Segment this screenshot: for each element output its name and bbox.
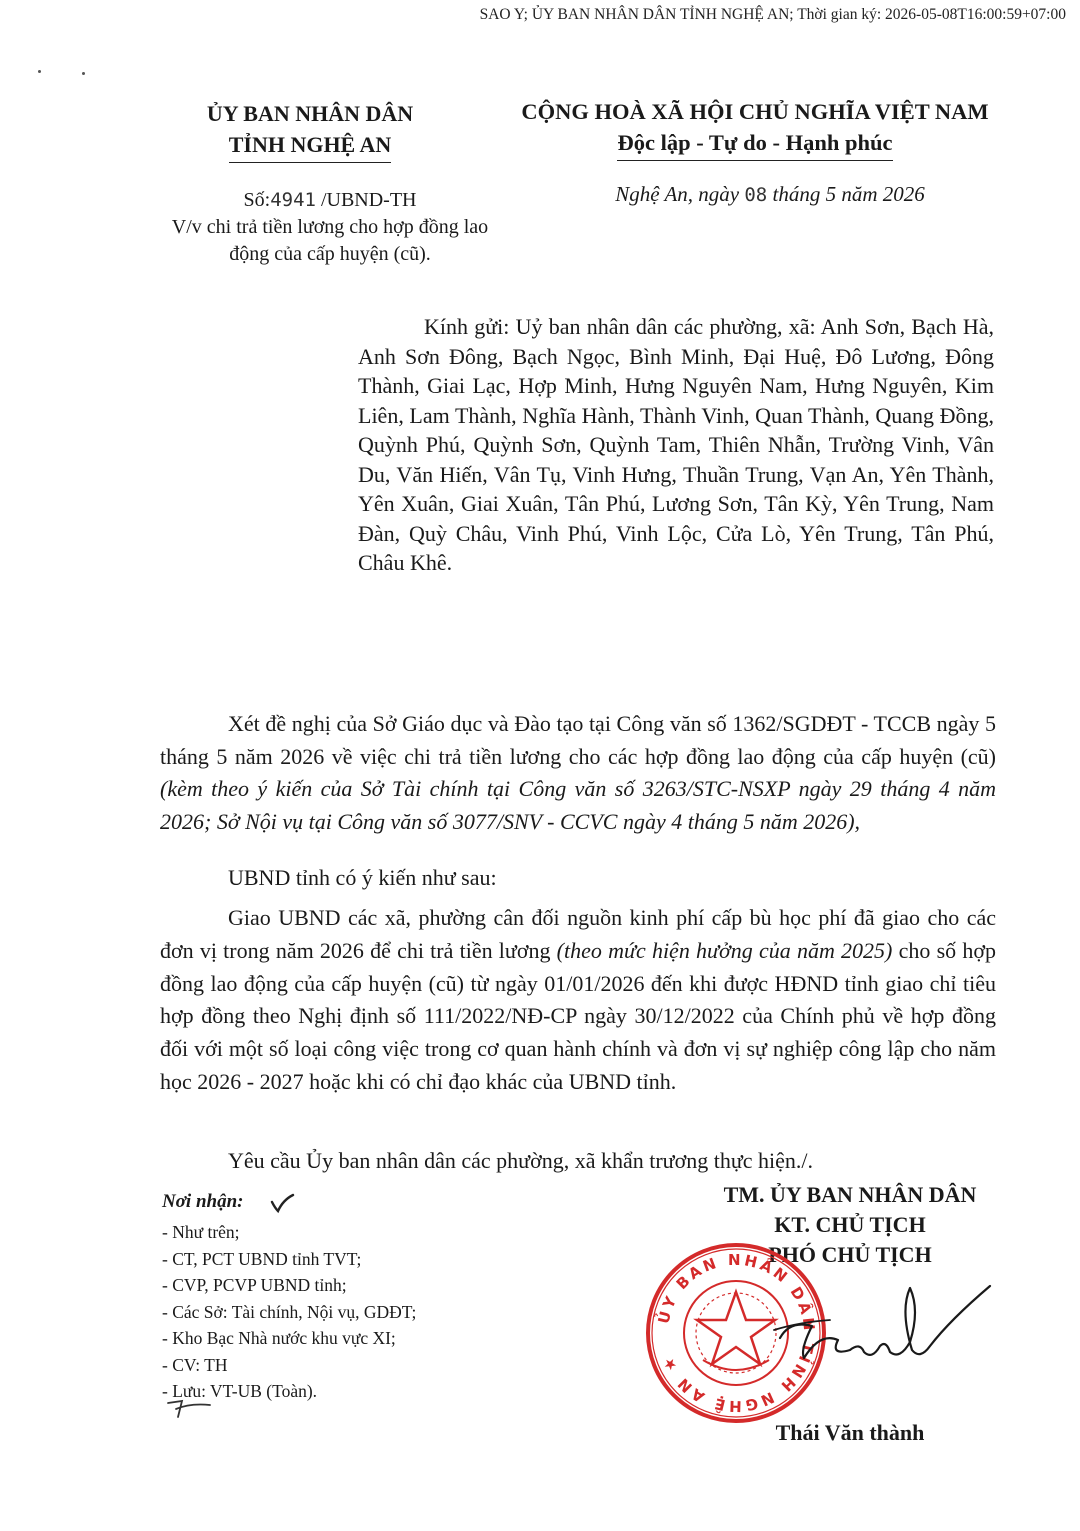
body-paragraph-3: Giao UBND các xã, phường cân đối nguồn kinh phí cấp bù học phí đã giao cho các đơn vị trong năm 2026 để chi trả tiền lương (theo mức hiện hưởng của năm 2025) cho số hợp đồng lao động của cấp huyện (cũ) từ ngày 01/01/2026 đến khi được HĐND tỉnh giao chỉ tiêu hợp đồng theo Nghị định số 111/2022/NĐ-CP ngày 30/12/2022 của Chính phủ về hợp đồng đối với một số loại công việc trong cơ quan hành chính và đơn vị sự nghiệp công lập cho năm học 2026 - 2027 hoặc khi có chỉ đạo khác của UBND tỉnh. (160, 905, 996, 1094)
body-paragraph-2: UBND tỉnh có ý kiến như sau: (228, 865, 497, 890)
handwritten-signature (760, 1280, 1000, 1390)
receivers-list (162, 1219, 416, 1405)
receiver-item: - Kho Bạc Nhà nước khu vực XI; (162, 1328, 396, 1348)
receiver-item: - Lưu: VT-UB (Toàn). (162, 1381, 318, 1401)
national-motto-header (490, 96, 1020, 161)
receiver-item: - CT, PCT UBND tỉnh TVT; (162, 1248, 362, 1269)
receiver-item: - CVP, PCVP UBND tỉnh; (162, 1275, 347, 1295)
signer-name: Thái Văn thành (775, 1420, 925, 1445)
nation-motto: Độc lập - Tự do - Hạnh phúc (617, 127, 892, 161)
copy-stamp-line: SAO Y; ỦY BAN NHÂN DÂN TỈNH NGHỆ AN; Thời gian ký: 2026-05-08T16:00:59+07:00 (479, 6, 1066, 23)
document-subject-line2: động của cấp huyện (cũ). (229, 243, 431, 265)
document-number-block (160, 187, 500, 268)
body-paragraph-1: Xét đề nghị của Sở Giáo dục và Đào tạo tại Công văn số 1362/SGDĐT - TCCB ngày 5 tháng 5 năm 2026 về việc chi trả tiền lương cho các hợp đồng lao động của cấp huyện (cũ) (kèm theo ý kiến của Sở Tài chính tại Công văn số 3263/STC-NSXP ngày 29 tháng 4 năm 2026; Sở Nội vụ tại Công văn số 3077/SNV - CCVC ngày 4 tháng 5 năm 2026), (160, 711, 996, 834)
handwritten-day: 08 (744, 184, 768, 206)
signature-title-line3: PHÓ CHỦ TỊCH (768, 1242, 932, 1267)
scan-speck (38, 70, 41, 73)
handwritten-number: 4941 (270, 189, 316, 211)
receivers-title: Nơi nhận: (162, 1191, 244, 1212)
receiver-item: - Như trên; (162, 1222, 240, 1242)
agency-name-line2: TỈNH NGHỆ AN (229, 129, 392, 163)
agency-name-line1: ỦY BAN NHÂN DÂN (206, 101, 414, 126)
signature-title-line2: KT. CHỦ TỊCH (774, 1212, 926, 1237)
handwritten-check-mark (269, 1192, 295, 1214)
document-number: Số:4941 /UBND-TH (243, 189, 417, 211)
receiver-item: - CV: TH (162, 1354, 228, 1375)
signature-title-line1: TM. ỦY BAN NHÂN DÂN (723, 1182, 977, 1207)
document-subject-line1: V/v chi trả tiền lương cho hợp đồng lao (171, 216, 489, 238)
document-date: Nghệ An, ngày 08 tháng 5 năm 2026 (615, 182, 925, 206)
svg-text:ỦY BAN NHÂN DÂN TỈNH NGHỆ AN ★: ỦY BAN NHÂN DÂN TỈNH NGHỆ AN ★ (654, 1250, 819, 1416)
handwritten-initial (160, 1395, 220, 1423)
recipients-paragraph: Kính gửi: Uỷ ban nhân dân các phường, xã: Anh Sơn, Bạch Hà, Anh Sơn Đông, Bạch Ngọc, Bình Minh, Đại Huệ, Đô Lương, Đông Thành, Giai Lạc, Hợp Minh, Hưng Nguyên Nam, Hưng Nguyên, Kim Liên, Lam Thành, Nghĩa Hành, Thành Vinh, Quan Thành, Quang Đồng, Quỳnh Phú, Quỳnh Sơn, Quỳnh Tam, Thiên Nhẫn, Trường Vinh, Vân Du, Văn Hiến, Vân Tụ, Vinh Hưng, Thuần Trung, Vạn An, Yên Thành, Yên Xuân, Giai Xuân, Tân Phú, Lương Sơn, Tân Kỳ, Yên Trung, Nam Đàn, Quỳ Châu, Vinh Phú, Vinh Lộc, Cửa Lò, Yên Trung, Tân Phú, Châu Khê. (358, 314, 994, 575)
receiver-item: - Các Sở: Tài chính, Nội vụ, GDĐT; (162, 1301, 417, 1322)
nation-title: CỘNG HOÀ XÃ HỘI CHỦ NGHĨA VIỆT NAM (521, 99, 989, 124)
body-paragraph-4: Yêu cầu Ủy ban nhân dân các phường, xã khẩn trương thực hiện./. (228, 1148, 814, 1173)
scan-speck (82, 72, 85, 75)
issuing-agency-header (160, 98, 460, 163)
